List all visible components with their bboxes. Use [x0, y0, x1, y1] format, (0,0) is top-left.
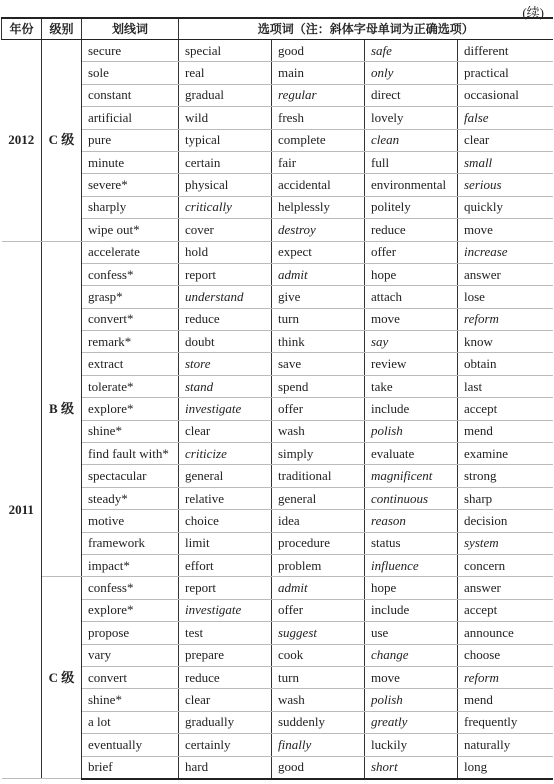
table-row: [2, 40, 553, 62]
table-row: [2, 353, 553, 375]
underlined-word-cell: wipe out*: [82, 219, 179, 241]
option-cell: doubt: [179, 331, 272, 353]
underlined-word-cell: severe*: [82, 174, 179, 196]
option-cell: answer: [458, 577, 553, 599]
option-cell: prepare: [179, 644, 272, 666]
option-cell: problem: [272, 554, 365, 576]
underlined-word-cell: find fault with*: [82, 443, 179, 465]
option-cell: spend: [272, 375, 365, 397]
table-row: [2, 554, 553, 576]
vocabulary-table: [1, 17, 553, 780]
underlined-word-cell: artificial: [82, 107, 179, 129]
header-options: 选项词（注：斜体字母单词为正确选项）: [179, 18, 553, 40]
option-cell: lose: [458, 286, 553, 308]
option-cell: evaluate: [365, 443, 458, 465]
option-cell: physical: [179, 174, 272, 196]
table-header-row: [2, 18, 553, 40]
table-row: [2, 465, 553, 487]
option-cell: cover: [179, 219, 272, 241]
option-cell: good: [272, 756, 365, 779]
option-cell: hope: [365, 263, 458, 285]
option-cell: attach: [365, 286, 458, 308]
option-cell: quickly: [458, 196, 553, 218]
header-word: 划线词: [82, 18, 179, 40]
option-cell: give: [272, 286, 365, 308]
option-cell: idea: [272, 510, 365, 532]
option-cell: helplessly: [272, 196, 365, 218]
underlined-word-cell: propose: [82, 622, 179, 644]
option-cell: accept: [458, 398, 553, 420]
table-row: [2, 734, 553, 756]
underlined-word-cell: pure: [82, 129, 179, 151]
year-cell: 2012: [2, 40, 42, 242]
correct-option-cell: only: [365, 62, 458, 84]
underlined-word-cell: shine*: [82, 420, 179, 442]
underlined-word-cell: constant: [82, 84, 179, 106]
correct-option-cell: say: [365, 331, 458, 353]
table-row: [2, 644, 553, 666]
table-row: [2, 689, 553, 711]
correct-option-cell: stand: [179, 375, 272, 397]
option-cell: clear: [179, 420, 272, 442]
option-cell: use: [365, 622, 458, 644]
table-row: [2, 174, 553, 196]
option-cell: practical: [458, 62, 553, 84]
header-year: 年份: [2, 18, 42, 40]
option-cell: long: [458, 756, 553, 779]
option-cell: examine: [458, 443, 553, 465]
underlined-word-cell: tolerate*: [82, 375, 179, 397]
correct-option-cell: influence: [365, 554, 458, 576]
option-cell: certain: [179, 151, 272, 173]
correct-option-cell: criticize: [179, 443, 272, 465]
correct-option-cell: short: [365, 756, 458, 779]
option-cell: accept: [458, 599, 553, 621]
correct-option-cell: polish: [365, 420, 458, 442]
underlined-word-cell: a lot: [82, 711, 179, 733]
table-row: [2, 420, 553, 442]
option-cell: reduce: [365, 219, 458, 241]
table-row: [2, 711, 553, 733]
option-cell: report: [179, 577, 272, 599]
continued-label: (续): [522, 5, 544, 20]
option-cell: include: [365, 398, 458, 420]
option-cell: reduce: [179, 666, 272, 688]
option-cell: move: [458, 219, 553, 241]
correct-option-cell: reform: [458, 666, 553, 688]
table-row: [2, 487, 553, 509]
option-cell: hold: [179, 241, 272, 263]
option-cell: turn: [272, 666, 365, 688]
table-body: [2, 40, 553, 779]
option-cell: effort: [179, 554, 272, 576]
option-cell: politely: [365, 196, 458, 218]
option-cell: answer: [458, 263, 553, 285]
option-cell: procedure: [272, 532, 365, 554]
option-cell: main: [272, 62, 365, 84]
table-row: [2, 577, 553, 599]
underlined-word-cell: steady*: [82, 487, 179, 509]
table-row: [2, 443, 553, 465]
correct-option-cell: admit: [272, 577, 365, 599]
underlined-word-cell: convert*: [82, 308, 179, 330]
underlined-word-cell: brief: [82, 756, 179, 779]
table-row: [2, 308, 553, 330]
option-cell: good: [272, 40, 365, 62]
option-cell: choose: [458, 644, 553, 666]
option-cell: mend: [458, 420, 553, 442]
underlined-word-cell: vary: [82, 644, 179, 666]
option-cell: strong: [458, 465, 553, 487]
table-row: [2, 331, 553, 353]
option-cell: move: [365, 666, 458, 688]
correct-option-cell: magnificent: [365, 465, 458, 487]
option-cell: offer: [272, 599, 365, 621]
option-cell: offer: [272, 398, 365, 420]
option-cell: take: [365, 375, 458, 397]
underlined-word-cell: accelerate: [82, 241, 179, 263]
option-cell: hard: [179, 756, 272, 779]
option-cell: reduce: [179, 308, 272, 330]
header-level: 级别: [42, 18, 82, 40]
option-cell: know: [458, 331, 553, 353]
option-cell: announce: [458, 622, 553, 644]
correct-option-cell: store: [179, 353, 272, 375]
option-cell: wash: [272, 420, 365, 442]
table-row: [2, 286, 553, 308]
table-row: [2, 756, 553, 779]
option-cell: different: [458, 40, 553, 62]
correct-option-cell: investigate: [179, 599, 272, 621]
table-row: [2, 107, 553, 129]
table-row: [2, 84, 553, 106]
year-cell: 2011: [2, 241, 42, 779]
option-cell: move: [365, 308, 458, 330]
table-row: [2, 219, 553, 241]
option-cell: simply: [272, 443, 365, 465]
option-cell: concern: [458, 554, 553, 576]
underlined-word-cell: shine*: [82, 689, 179, 711]
underlined-word-cell: confess*: [82, 263, 179, 285]
option-cell: full: [365, 151, 458, 173]
underlined-word-cell: minute: [82, 151, 179, 173]
correct-option-cell: continuous: [365, 487, 458, 509]
level-cell: C 级: [42, 40, 82, 242]
table-row: [2, 666, 553, 688]
option-cell: sharp: [458, 487, 553, 509]
correct-option-cell: suggest: [272, 622, 365, 644]
option-cell: traditional: [272, 465, 365, 487]
option-cell: occasional: [458, 84, 553, 106]
correct-option-cell: false: [458, 107, 553, 129]
underlined-word-cell: sole: [82, 62, 179, 84]
correct-option-cell: destroy: [272, 219, 365, 241]
correct-option-cell: change: [365, 644, 458, 666]
underlined-word-cell: spectacular: [82, 465, 179, 487]
correct-option-cell: safe: [365, 40, 458, 62]
level-cell: B 级: [42, 241, 82, 577]
underlined-word-cell: extract: [82, 353, 179, 375]
table-row: [2, 151, 553, 173]
table-row: [2, 375, 553, 397]
option-cell: review: [365, 353, 458, 375]
correct-option-cell: reform: [458, 308, 553, 330]
option-cell: certainly: [179, 734, 272, 756]
table-row: [2, 599, 553, 621]
option-cell: complete: [272, 129, 365, 151]
option-cell: wild: [179, 107, 272, 129]
option-cell: naturally: [458, 734, 553, 756]
option-cell: typical: [179, 129, 272, 151]
option-cell: general: [179, 465, 272, 487]
correct-option-cell: serious: [458, 174, 553, 196]
option-cell: direct: [365, 84, 458, 106]
correct-option-cell: reason: [365, 510, 458, 532]
option-cell: fair: [272, 151, 365, 173]
correct-option-cell: admit: [272, 263, 365, 285]
option-cell: think: [272, 331, 365, 353]
correct-option-cell: small: [458, 151, 553, 173]
option-cell: report: [179, 263, 272, 285]
correct-option-cell: increase: [458, 241, 553, 263]
underlined-word-cell: remark*: [82, 331, 179, 353]
option-cell: include: [365, 599, 458, 621]
option-cell: decision: [458, 510, 553, 532]
option-cell: gradually: [179, 711, 272, 733]
option-cell: gradual: [179, 84, 272, 106]
table-row: [2, 196, 553, 218]
option-cell: obtain: [458, 353, 553, 375]
option-cell: hope: [365, 577, 458, 599]
correct-option-cell: critically: [179, 196, 272, 218]
underlined-word-cell: secure: [82, 40, 179, 62]
option-cell: lovely: [365, 107, 458, 129]
table-row: [2, 510, 553, 532]
option-cell: expect: [272, 241, 365, 263]
option-cell: clear: [179, 689, 272, 711]
option-cell: accidental: [272, 174, 365, 196]
option-cell: suddenly: [272, 711, 365, 733]
option-cell: test: [179, 622, 272, 644]
option-cell: mend: [458, 689, 553, 711]
option-cell: special: [179, 40, 272, 62]
option-cell: limit: [179, 532, 272, 554]
option-cell: save: [272, 353, 365, 375]
correct-option-cell: understand: [179, 286, 272, 308]
underlined-word-cell: framework: [82, 532, 179, 554]
option-cell: offer: [365, 241, 458, 263]
correct-option-cell: clean: [365, 129, 458, 151]
table-row: [2, 622, 553, 644]
underlined-word-cell: grasp*: [82, 286, 179, 308]
underlined-word-cell: impact*: [82, 554, 179, 576]
correct-option-cell: polish: [365, 689, 458, 711]
correct-option-cell: system: [458, 532, 553, 554]
option-cell: environmental: [365, 174, 458, 196]
option-cell: real: [179, 62, 272, 84]
option-cell: last: [458, 375, 553, 397]
table-row: [2, 129, 553, 151]
underlined-word-cell: confess*: [82, 577, 179, 599]
option-cell: relative: [179, 487, 272, 509]
option-cell: status: [365, 532, 458, 554]
option-cell: wash: [272, 689, 365, 711]
option-cell: turn: [272, 308, 365, 330]
table-row: [2, 241, 553, 263]
table-row: [2, 532, 553, 554]
option-cell: fresh: [272, 107, 365, 129]
underlined-word-cell: sharply: [82, 196, 179, 218]
underlined-word-cell: explore*: [82, 398, 179, 420]
option-cell: choice: [179, 510, 272, 532]
correct-option-cell: investigate: [179, 398, 272, 420]
underlined-word-cell: motive: [82, 510, 179, 532]
correct-option-cell: finally: [272, 734, 365, 756]
table-row: [2, 263, 553, 285]
option-cell: cook: [272, 644, 365, 666]
correct-option-cell: regular: [272, 84, 365, 106]
table-row: [2, 398, 553, 420]
underlined-word-cell: convert: [82, 666, 179, 688]
level-cell: C 级: [42, 577, 82, 779]
table-row: [2, 62, 553, 84]
option-cell: clear: [458, 129, 553, 151]
underlined-word-cell: explore*: [82, 599, 179, 621]
option-cell: luckily: [365, 734, 458, 756]
option-cell: frequently: [458, 711, 553, 733]
option-cell: general: [272, 487, 365, 509]
underlined-word-cell: eventually: [82, 734, 179, 756]
correct-option-cell: greatly: [365, 711, 458, 733]
